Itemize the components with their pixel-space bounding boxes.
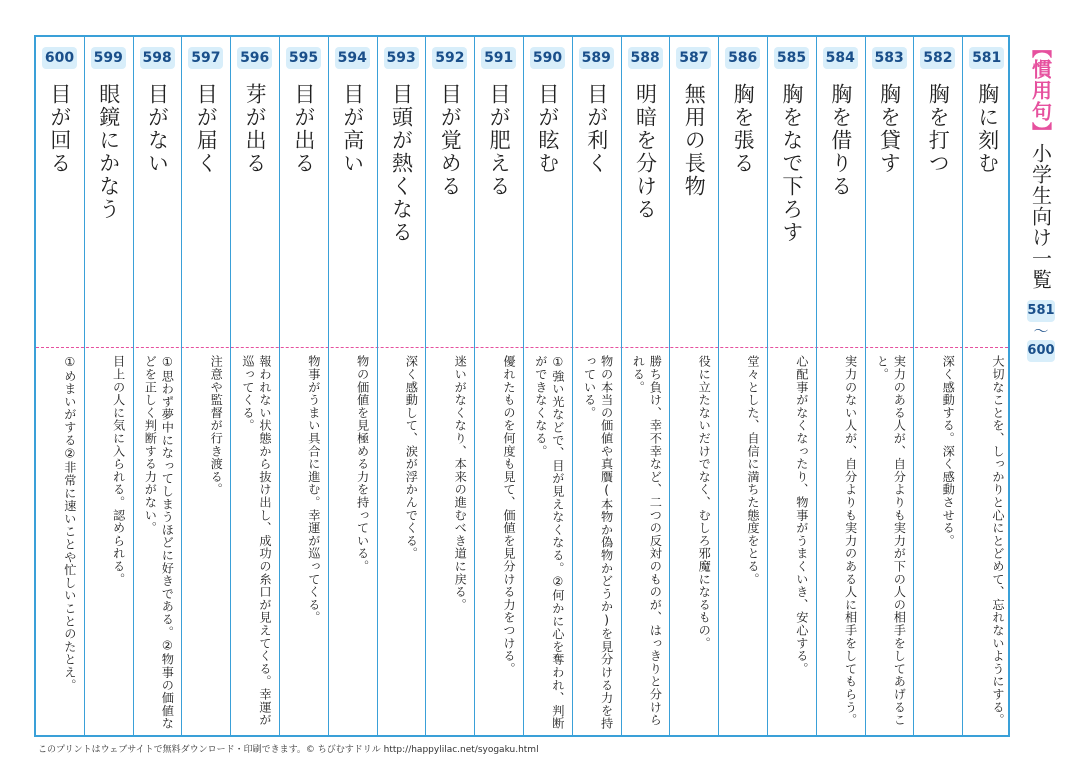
- entry-column: [329, 37, 378, 735]
- entry-meaning: ①めまいがする②非常に速いことや忙しいことのたとえ。: [62, 355, 77, 692]
- entry-phrase: 目がない: [145, 83, 170, 175]
- entry-phrase: 目が眩む: [535, 83, 560, 175]
- footer-note: このプリントはウェブサイトで無料ダウンロード・印刷できます。© ちびむすドリル http://happylilac.net/syogaku.html: [38, 745, 539, 755]
- entry-number: 590: [530, 47, 565, 69]
- entry-column: [280, 37, 329, 735]
- entry-meaning: 心配事がなくなったり、物事がうまくいき、安心する。: [794, 355, 809, 675]
- entry-number: 600: [42, 47, 77, 69]
- entry-meaning: 注意や監督が行き渡る。: [209, 355, 224, 496]
- entry-column: [85, 37, 134, 735]
- entry-number: 591: [481, 47, 516, 69]
- entry-meaning: 物事がうまい具合に進む。幸運が巡ってくる。: [306, 355, 321, 624]
- entry-column: [426, 37, 475, 735]
- entry-number: 598: [140, 47, 175, 69]
- entry-meaning: ①強い光などで、目が見えなくなる。②何かに心を奪われ、判断ができなくなる。: [533, 355, 565, 730]
- entry-phrase: 目が出る: [291, 83, 316, 175]
- entry-columns: [36, 37, 1008, 735]
- entry-phrase: 眼鏡にかなう: [96, 83, 121, 221]
- entry-phrase: 目頭が熱くなる: [389, 83, 414, 244]
- entry-column: [622, 37, 671, 735]
- range-indicator: [1026, 300, 1056, 362]
- entry-meaning: 目上の人に気に入られる。認められる。: [111, 355, 126, 586]
- entry-phrase: 明暗を分ける: [633, 83, 658, 221]
- entry-meaning: ①思わず夢中になってしまうほどに好きである。②物事の価値などを正しく判断する力がない。: [143, 355, 175, 730]
- entry-number: 597: [188, 47, 223, 69]
- entry-phrase: 胸を借りる: [828, 83, 853, 198]
- entry-phrase: 胸に刻む: [975, 83, 1000, 175]
- entry-phrase: 胸を貸す: [877, 83, 902, 175]
- entry-phrase: 目が高い: [340, 83, 365, 175]
- title-bracket-open: 【: [1028, 38, 1053, 59]
- title-main: 慣用句: [1028, 59, 1053, 122]
- entry-column: [670, 37, 719, 735]
- entry-column: [719, 37, 768, 735]
- entry-phrase: 胸を張る: [731, 83, 756, 175]
- entry-meaning: 物の価値を見極める力を持っている。: [355, 355, 370, 573]
- entry-number: 589: [579, 47, 614, 69]
- entry-number: 587: [676, 47, 711, 69]
- entry-number: 596: [237, 47, 272, 69]
- entry-meaning: 役に立たないだけでなく、むしろ邪魔になるもの。: [697, 355, 712, 650]
- entry-meaning: 堂々とした、自信に満ちた態度をとる。: [745, 355, 760, 586]
- entry-column: [963, 37, 1012, 735]
- entry-phrase: 目が回る: [47, 83, 72, 175]
- entry-column: [475, 37, 524, 735]
- entry-phrase: 目が覚める: [438, 83, 463, 198]
- entry-number: 594: [335, 47, 370, 69]
- entry-column: [866, 37, 915, 735]
- entry-column: [768, 37, 817, 735]
- entry-column: [36, 37, 85, 735]
- idiom-sheet: [34, 35, 1010, 737]
- entry-meaning: 深く感動する。深く感動させる。: [941, 355, 956, 547]
- entry-number: 595: [286, 47, 321, 69]
- entry-column: [914, 37, 963, 735]
- title-bracket-close: 】: [1028, 122, 1053, 143]
- range-to: 600: [1027, 340, 1055, 362]
- entry-column: [378, 37, 427, 735]
- entry-phrase: 無用の長物: [682, 83, 707, 198]
- entry-meaning: 物の本当の価値や真贋(本物か偽物かどうか)を見分ける力を持っている。: [582, 355, 614, 730]
- entry-column: [817, 37, 866, 735]
- entry-meaning: 深く感動して、涙が浮かんでくる。: [404, 355, 419, 560]
- entry-column: [134, 37, 183, 735]
- entry-number: 588: [628, 47, 663, 69]
- entry-number: 583: [872, 47, 907, 69]
- entry-number: 582: [920, 47, 955, 69]
- range-tilde: 〜: [1033, 322, 1049, 340]
- entry-meaning: 勝ち負け、幸不幸など、二つの反対のものが、はっきりと分けられる。: [631, 355, 663, 727]
- entry-number: 592: [432, 47, 467, 69]
- entry-number: 585: [774, 47, 809, 69]
- entry-column: [524, 37, 573, 735]
- entry-phrase: 目が肥える: [487, 83, 512, 198]
- entry-meaning: 実力のある人が、自分よりも実力が下の人の相手をしてあげること。: [875, 355, 907, 727]
- entry-number: 581: [969, 47, 1004, 69]
- entry-column: [573, 37, 622, 735]
- entry-phrase: 胸を打つ: [926, 83, 951, 175]
- entry-phrase: 目が届く: [194, 83, 219, 175]
- entry-column: [231, 37, 280, 735]
- entry-number: 599: [91, 47, 126, 69]
- entry-number: 586: [725, 47, 760, 69]
- entry-meaning: 大切なことを、しっかりと心にとどめて、忘れないようにする。: [990, 355, 1005, 727]
- entry-phrase: 目が利く: [584, 83, 609, 175]
- entry-number: 593: [384, 47, 419, 69]
- entry-meaning: 優れたものを何度も見て、価値を見分ける力をつける。: [501, 355, 516, 675]
- entry-meaning: 報われない状態から抜け出し、成功の糸口が見えてくる。幸運が巡ってくる。: [240, 355, 272, 727]
- entry-meaning: 迷いがなくなり、本来の進むべき道に戻る。: [453, 355, 468, 611]
- entry-phrase: 胸をなで下ろす: [779, 83, 804, 244]
- entry-phrase: 芽が出る: [243, 83, 268, 175]
- entry-meaning: 実力のない人が、自分よりも実力のある人に相手をしてもらう。: [843, 355, 858, 727]
- page-title: [1026, 38, 1056, 290]
- entry-column: [182, 37, 231, 735]
- range-from: 581: [1027, 300, 1055, 322]
- entry-number: 584: [823, 47, 858, 69]
- title-sub: 小学生向け一覧: [1028, 143, 1053, 290]
